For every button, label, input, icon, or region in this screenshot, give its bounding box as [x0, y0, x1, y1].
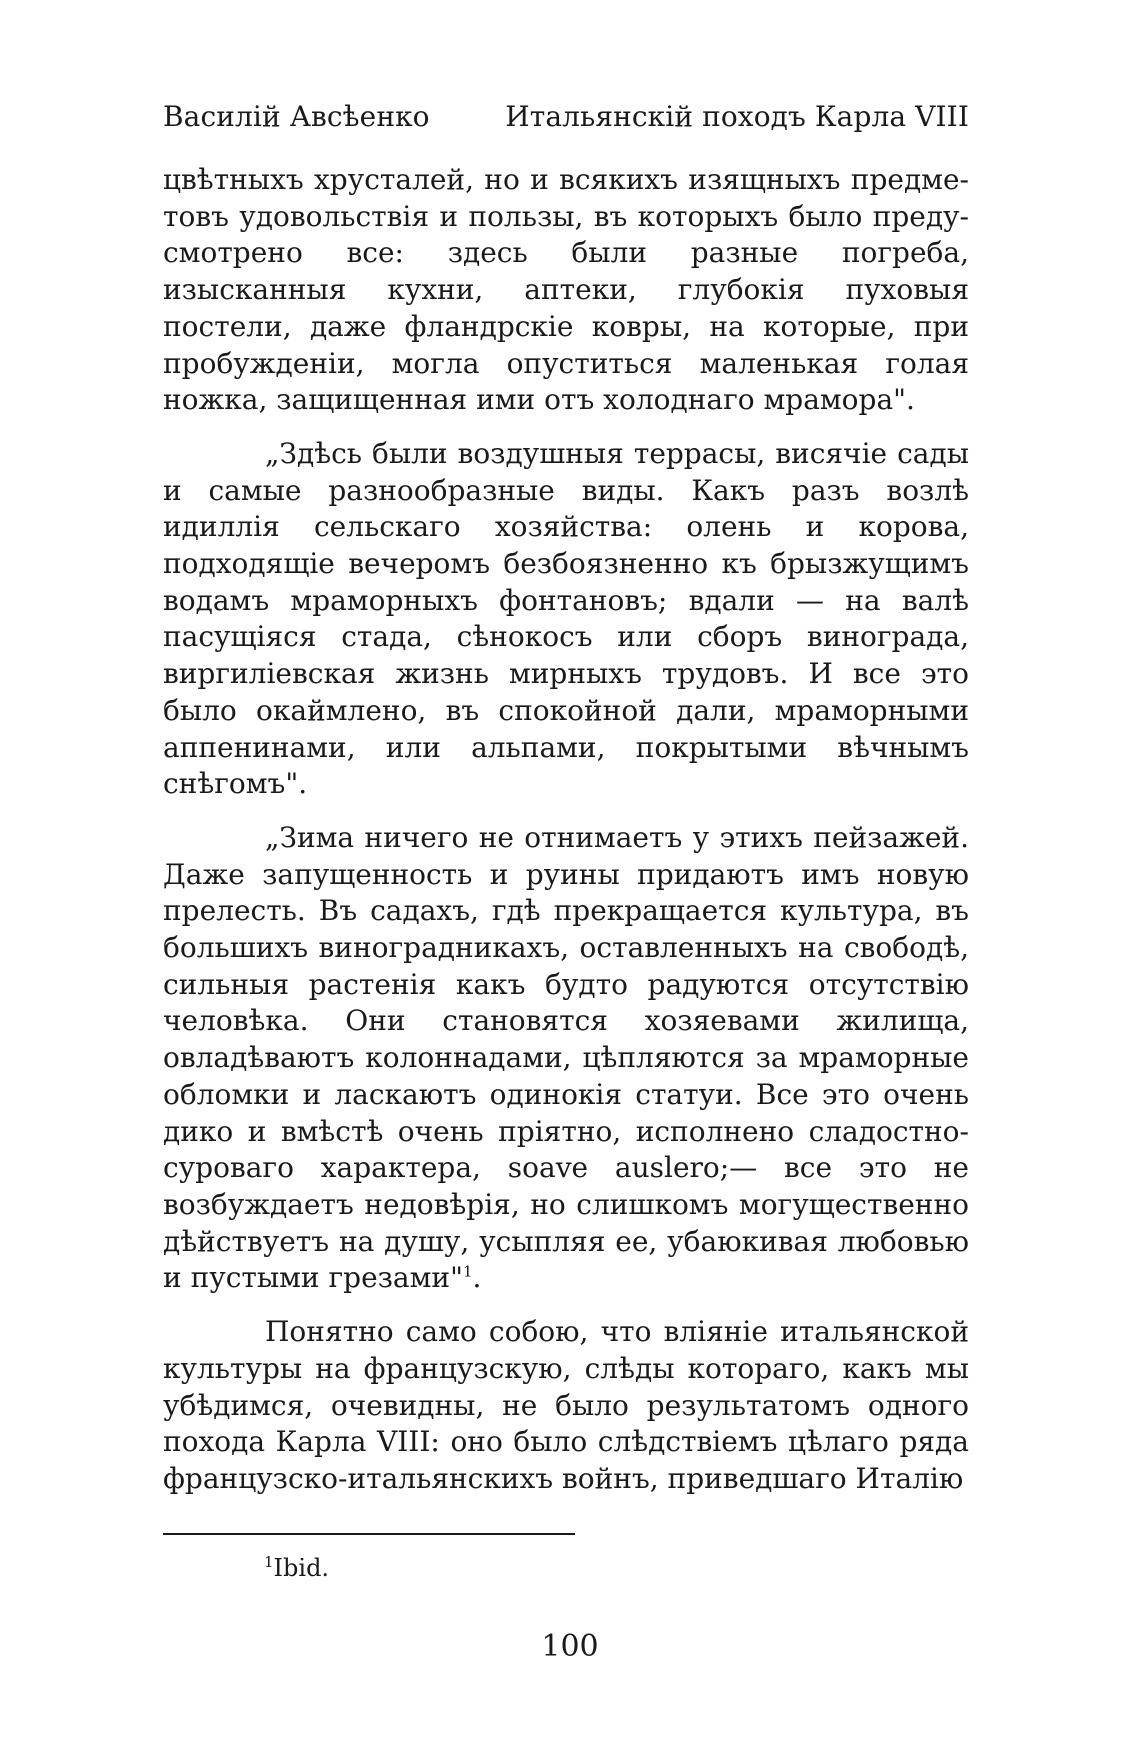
running-head	[163, 97, 969, 137]
paragraph-1: цвѣтныхъ хрусталей, но и всякихъ изящныхъ предметовъ удовольствія и пользы, въ которыхъ было предусмотрено все: здесь были разные погреба, изысканныя кухни, аптеки, глубокія пуховыя постели, даже фландрскіе ковры, на которые, при пробужденіи, могла опуститься маленькая голая ножка, защищенная ими отъ холоднаго мрамора".	[163, 163, 969, 417]
body-text	[163, 162, 969, 1515]
paragraph-2: „Здѣсь были воздушныя террасы, висячіе сады и самые разнообразные виды. Какъ разъ возлѣ идиллія сельскаго хозяйства: олень и корова, подходящіе вечеромъ безбоязненно къ брызжущимъ водамъ мраморныхъ фонтановъ; вдали — на валѣ пасущіяся стада, сѣнокосъ или сборъ винограда, виргиліевская жизнь мирныхъ трудовъ. И все это было окаймлено, въ спокойной дали, мраморными аппенинами, или альпами, покрытыми вѣчнымъ снѣгомъ".	[163, 436, 969, 801]
paragraph-3-end: .	[472, 1261, 482, 1295]
paragraph-3-text: „Зима ничего не отнимаетъ у этихъ пейзажей. Даже запущенность и руины придаютъ имъ новую прелесть. Въ садахъ, гдѣ прекращается культура, въ большихъ виноградникахъ, оставленныхъ на свободѣ, сильныя растенія какъ будто радуются отсутствію человѣка. Они становятся хозяевами жилища, овладѣваютъ колоннадами, цѣпляются за мраморные обломки и ласкаютъ одинокія статуи. Все это очень дико и вмѣстѣ очень пріятно, исполнено сладостно-суроваго характера, soave auslero;— все это не возбуждаетъ недовѣрія, но слишкомъ могущественно дѣйствуетъ на душу, усыпляя ее, убаюкивая любовью и пустыми грезами"	[163, 820, 969, 1295]
footnote-divider	[163, 1533, 575, 1535]
footnote-text: Ibid.	[273, 1554, 330, 1582]
footnote	[264, 1552, 329, 1584]
footnote-marker: 1	[264, 1553, 274, 1571]
paragraph-4: Понятно само собою, что вліяніе итальянской культуры на французскую, слѣды котораго, какъ мы убѣдимся, очевидны, не было результатомъ одного похода Карла VIII: оно было слѣдствіемъ цѣлаго ряда французско-итальянскихъ войнъ, приведшаго Италію	[163, 1315, 969, 1495]
footnote-reference[interactable]: 1	[462, 1263, 473, 1282]
running-head-title: Итальянскій походъ Карла VIII	[505, 100, 969, 133]
page-number: 100	[541, 1629, 599, 1664]
running-head-author: Василій Авсѣенко	[163, 100, 430, 133]
paragraph-3	[163, 820, 969, 1297]
